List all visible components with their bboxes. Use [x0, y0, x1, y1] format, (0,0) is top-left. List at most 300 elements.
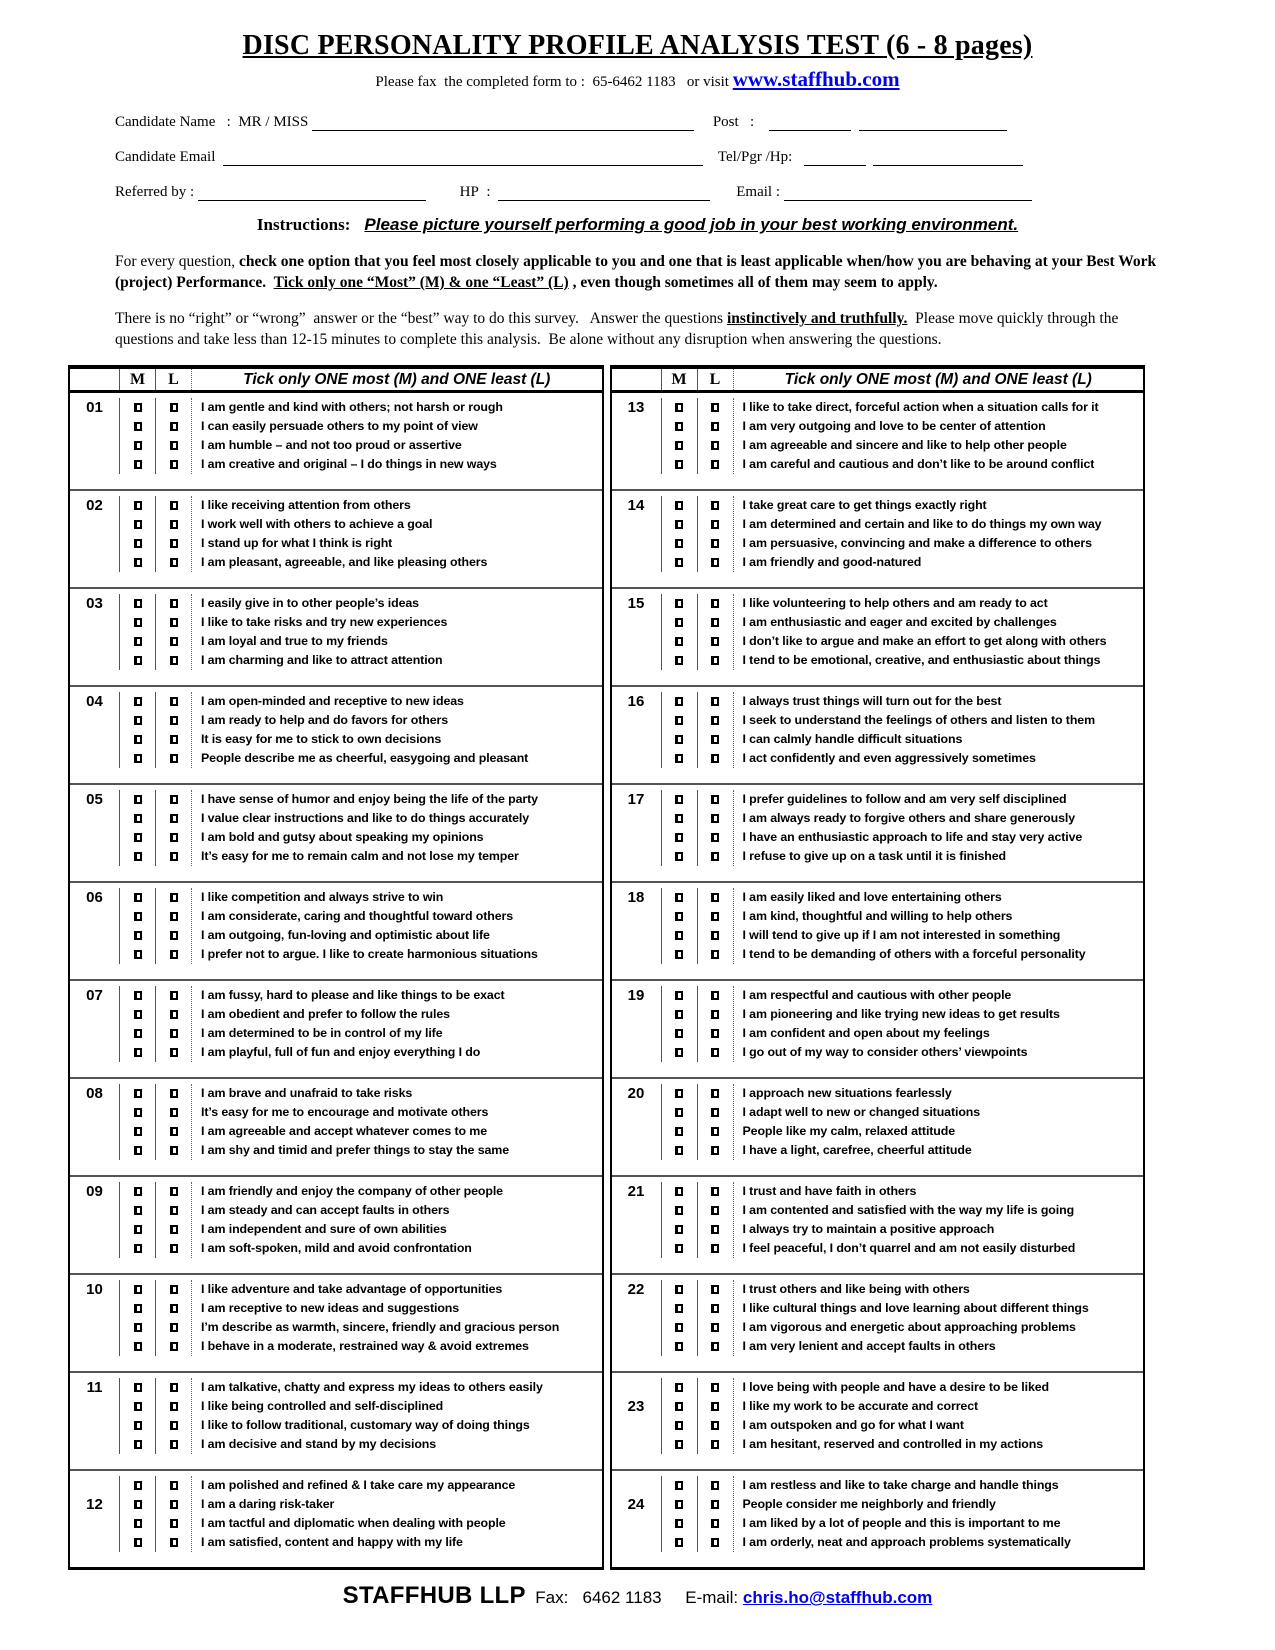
- least-checkbox[interactable]: [711, 1244, 719, 1253]
- most-checkbox[interactable]: [675, 795, 683, 804]
- footer-email-label: E-mail:: [685, 1588, 739, 1607]
- most-checkbox[interactable]: [675, 656, 683, 665]
- most-checkbox-cell: [662, 436, 697, 455]
- most-checkbox[interactable]: [675, 403, 683, 412]
- least-checkbox[interactable]: [170, 1206, 178, 1215]
- most-checkbox[interactable]: [134, 754, 142, 763]
- least-checkbox[interactable]: [170, 1421, 178, 1430]
- statement-text: I am vigorous and energetic about approaching problems: [742, 1320, 1076, 1334]
- most-checkbox-cell: [120, 436, 155, 455]
- most-checkbox[interactable]: [675, 618, 683, 627]
- question-number-cell: [70, 888, 120, 964]
- least-checkbox[interactable]: [711, 950, 719, 959]
- most-checkbox-cell: [662, 613, 697, 632]
- least-checkbox[interactable]: [170, 852, 178, 861]
- most-checkbox[interactable]: [134, 1481, 142, 1490]
- least-checkbox[interactable]: [170, 460, 178, 469]
- least-checkbox[interactable]: [711, 1538, 719, 1547]
- question-number-cell: [612, 692, 662, 768]
- most-checkbox[interactable]: [675, 716, 683, 725]
- most-checkbox[interactable]: [134, 893, 142, 902]
- least-checkbox[interactable]: [170, 1323, 178, 1332]
- question-number: 11: [86, 1379, 103, 1396]
- least-checkbox[interactable]: [711, 1010, 719, 1019]
- least-checkbox[interactable]: [711, 1225, 719, 1234]
- most-checkbox[interactable]: [675, 1481, 683, 1490]
- least-checkbox[interactable]: [711, 931, 719, 940]
- most-checkbox[interactable]: [134, 1146, 142, 1155]
- question-number: 21: [627, 1183, 645, 1200]
- most-checkbox[interactable]: [134, 1127, 142, 1136]
- most-checkbox-cell: [120, 1005, 155, 1024]
- question-number-cell: [70, 496, 120, 572]
- least-checkbox-cell: [698, 1435, 733, 1454]
- most-checkbox[interactable]: [134, 1010, 142, 1019]
- least-checkbox[interactable]: [170, 1440, 178, 1449]
- least-checkbox-column: [156, 692, 192, 768]
- question-number: 07: [86, 987, 103, 1004]
- most-checkbox-column: [662, 594, 698, 670]
- most-checkbox[interactable]: [675, 637, 683, 646]
- least-checkbox[interactable]: [170, 1538, 178, 1547]
- most-checkbox-cell: [662, 651, 697, 670]
- least-checkbox[interactable]: [711, 1089, 719, 1098]
- most-checkbox-cell: [662, 1141, 697, 1160]
- question-number-cell: [612, 1182, 662, 1258]
- hp-field[interactable]: [498, 186, 710, 201]
- least-checkbox[interactable]: [170, 1146, 178, 1155]
- least-checkbox-cell: [698, 496, 733, 515]
- candidate-name-field[interactable]: [312, 116, 694, 131]
- least-checkbox[interactable]: [170, 950, 178, 959]
- least-checkbox[interactable]: [170, 403, 178, 412]
- least-checkbox[interactable]: [711, 1048, 719, 1057]
- least-checkbox[interactable]: [711, 912, 719, 921]
- least-checkbox[interactable]: [711, 754, 719, 763]
- most-checkbox[interactable]: [675, 950, 683, 959]
- least-checkbox-cell: [698, 1495, 733, 1514]
- question-number: 03: [86, 595, 103, 612]
- least-checkbox[interactable]: [170, 716, 178, 725]
- least-checkbox[interactable]: [711, 852, 719, 861]
- post-field-1[interactable]: [769, 116, 851, 131]
- statement-list: [192, 790, 602, 866]
- least-checkbox[interactable]: [711, 1108, 719, 1117]
- least-checkbox[interactable]: [711, 1500, 719, 1509]
- most-checkbox[interactable]: [675, 991, 683, 1000]
- least-checkbox[interactable]: [170, 656, 178, 665]
- least-checkbox[interactable]: [711, 1323, 719, 1332]
- question-block: [612, 1177, 1144, 1275]
- candidate-email-row: [115, 145, 1160, 166]
- most-checkbox[interactable]: [134, 716, 142, 725]
- most-checkbox[interactable]: [134, 599, 142, 608]
- least-checkbox[interactable]: [170, 441, 178, 450]
- statement-list: [192, 692, 602, 768]
- least-checkbox[interactable]: [170, 912, 178, 921]
- most-checkbox[interactable]: [675, 1304, 683, 1313]
- most-checkbox[interactable]: [675, 1285, 683, 1294]
- referral-email-field[interactable]: [784, 186, 1032, 201]
- least-checkbox[interactable]: [711, 833, 719, 842]
- least-checkbox[interactable]: [711, 599, 719, 608]
- most-checkbox[interactable]: [675, 501, 683, 510]
- most-checkbox[interactable]: [134, 1500, 142, 1509]
- most-checkbox[interactable]: [134, 441, 142, 450]
- least-checkbox[interactable]: [711, 795, 719, 804]
- least-checkbox[interactable]: [170, 520, 178, 529]
- most-checkbox-cell: [120, 1043, 155, 1062]
- least-checkbox[interactable]: [711, 1440, 719, 1449]
- least-checkbox[interactable]: [711, 637, 719, 646]
- least-checkbox-cell: [698, 1005, 733, 1024]
- most-checkbox[interactable]: [134, 403, 142, 412]
- most-checkbox-column: [120, 692, 156, 768]
- least-checkbox[interactable]: [170, 1244, 178, 1253]
- question-number: 19: [627, 987, 645, 1004]
- least-checkbox[interactable]: [170, 558, 178, 567]
- most-checkbox[interactable]: [675, 1383, 683, 1392]
- statement-text: I always try to maintain a positive approach: [742, 1222, 995, 1236]
- least-checkbox[interactable]: [711, 697, 719, 706]
- most-checkbox[interactable]: [675, 599, 683, 608]
- most-checkbox[interactable]: [675, 697, 683, 706]
- most-checkbox[interactable]: [134, 460, 142, 469]
- least-checkbox-cell: [156, 1220, 191, 1239]
- least-checkbox-column: [156, 790, 192, 866]
- most-checkbox[interactable]: [134, 1342, 142, 1351]
- most-checkbox[interactable]: [134, 1402, 142, 1411]
- most-checkbox[interactable]: [675, 1010, 683, 1019]
- statement-text: I am outgoing, fun-loving and optimistic about life: [201, 928, 490, 942]
- question-block: [70, 687, 602, 785]
- least-checkbox[interactable]: [170, 1519, 178, 1528]
- least-checkbox[interactable]: [170, 1304, 178, 1313]
- statement-text: I am enthusiastic and eager and excited by challenges: [742, 615, 1057, 629]
- most-checkbox[interactable]: [134, 795, 142, 804]
- least-checkbox[interactable]: [711, 501, 719, 510]
- question-number: 10: [86, 1281, 103, 1298]
- instructions-text: Please picture yourself performing a good job in your best working environment.: [364, 215, 1019, 234]
- least-checkbox-cell: [698, 1337, 733, 1356]
- most-checkbox[interactable]: [134, 558, 142, 567]
- statement-text: I am a daring risk-taker: [201, 1497, 335, 1511]
- least-checkbox[interactable]: [711, 1342, 719, 1351]
- question-block: [70, 1373, 602, 1471]
- least-checkbox[interactable]: [170, 1342, 178, 1351]
- least-checkbox[interactable]: [170, 1500, 178, 1509]
- least-checkbox-cell: [698, 1318, 733, 1337]
- most-checkbox[interactable]: [675, 1342, 683, 1351]
- least-checkbox[interactable]: [711, 441, 719, 450]
- least-checkbox[interactable]: [170, 1108, 178, 1117]
- most-checkbox[interactable]: [134, 852, 142, 861]
- least-checkbox-cell: [156, 749, 191, 768]
- p1-underlined-text: Tick only one “Most” (M) & one “Least” (L): [273, 274, 569, 291]
- least-checkbox[interactable]: [170, 1089, 178, 1098]
- most-checkbox[interactable]: [134, 1304, 142, 1313]
- least-checkbox[interactable]: [170, 618, 178, 627]
- most-checkbox-cell: [662, 945, 697, 964]
- most-checkbox[interactable]: [675, 931, 683, 940]
- most-checkbox[interactable]: [675, 1421, 683, 1430]
- least-checkbox[interactable]: [711, 520, 719, 529]
- most-checkbox-cell: [120, 594, 155, 613]
- most-checkbox[interactable]: [675, 1500, 683, 1509]
- least-checkbox[interactable]: [711, 1519, 719, 1528]
- most-checkbox[interactable]: [675, 1127, 683, 1136]
- least-checkbox[interactable]: [170, 754, 178, 763]
- least-checkbox-cell: [156, 1435, 191, 1454]
- post-field-2[interactable]: [859, 116, 1007, 131]
- least-checkbox[interactable]: [170, 1225, 178, 1234]
- question-number-cell: [612, 1280, 662, 1356]
- least-checkbox[interactable]: [711, 558, 719, 567]
- least-checkbox[interactable]: [170, 637, 178, 646]
- least-checkbox[interactable]: [711, 1304, 719, 1313]
- least-checkbox[interactable]: [711, 1029, 719, 1038]
- staffhub-website-link[interactable]: www.staffhub.com: [732, 67, 900, 91]
- least-checkbox[interactable]: [711, 716, 719, 725]
- most-checkbox[interactable]: [134, 1089, 142, 1098]
- least-checkbox[interactable]: [711, 422, 719, 431]
- least-checkbox[interactable]: [170, 735, 178, 744]
- most-checkbox[interactable]: [675, 1108, 683, 1117]
- statement-list: [734, 496, 1144, 572]
- least-checkbox[interactable]: [170, 1010, 178, 1019]
- most-checkbox[interactable]: [675, 735, 683, 744]
- question-number: 18: [627, 889, 645, 906]
- least-checkbox[interactable]: [170, 833, 178, 842]
- least-checkbox-cell: [698, 1476, 733, 1495]
- least-checkbox[interactable]: [170, 1402, 178, 1411]
- question-number-cell: [612, 888, 662, 964]
- most-checkbox[interactable]: [134, 1538, 142, 1547]
- candidate-email-field[interactable]: [223, 151, 703, 166]
- referred-by-field[interactable]: [198, 186, 426, 201]
- least-checkbox[interactable]: [170, 1383, 178, 1392]
- most-checkbox[interactable]: [675, 852, 683, 861]
- statement-text: I feel peaceful, I don’t quarrel and am not easily disturbed: [742, 1241, 1076, 1255]
- most-checkbox[interactable]: [675, 422, 683, 431]
- most-checkbox[interactable]: [134, 697, 142, 706]
- least-checkbox[interactable]: [170, 599, 178, 608]
- most-checkbox[interactable]: [675, 1519, 683, 1528]
- most-checkbox[interactable]: [134, 1029, 142, 1038]
- least-checkbox[interactable]: [170, 1285, 178, 1294]
- least-checkbox-cell: [156, 1122, 191, 1141]
- statement-list: [734, 1182, 1144, 1258]
- most-checkbox[interactable]: [675, 893, 683, 902]
- most-checkbox[interactable]: [675, 1440, 683, 1449]
- footer-email-link[interactable]: chris.ho@staffhub.com: [742, 1588, 933, 1607]
- instructions-label: Instructions:: [256, 215, 351, 234]
- least-checkbox[interactable]: [711, 1187, 719, 1196]
- statement-list: [192, 1476, 602, 1552]
- most-checkbox[interactable]: [675, 1244, 683, 1253]
- most-checkbox[interactable]: [134, 1383, 142, 1392]
- least-checkbox[interactable]: [711, 1206, 719, 1215]
- most-checkbox[interactable]: [134, 422, 142, 431]
- fax-instruction-line: [0, 67, 1275, 92]
- statement-list: [734, 692, 1144, 768]
- most-checkbox[interactable]: [134, 1519, 142, 1528]
- most-checkbox[interactable]: [134, 539, 142, 548]
- least-checkbox[interactable]: [711, 656, 719, 665]
- most-checkbox[interactable]: [675, 1048, 683, 1057]
- question-number: 09: [86, 1183, 103, 1200]
- most-checkbox-cell: [662, 1495, 697, 1514]
- most-checkbox[interactable]: [675, 1146, 683, 1155]
- least-checkbox[interactable]: [170, 539, 178, 548]
- most-checkbox[interactable]: [675, 833, 683, 842]
- most-checkbox-column: [662, 496, 698, 572]
- table-title: Tick only ONE most (M) and ONE least (L): [243, 370, 551, 388]
- most-checkbox[interactable]: [675, 460, 683, 469]
- most-checkbox[interactable]: [134, 656, 142, 665]
- most-checkbox[interactable]: [134, 1206, 142, 1215]
- least-checkbox[interactable]: [711, 1285, 719, 1294]
- least-checkbox-column: [698, 986, 734, 1062]
- most-checkbox[interactable]: [134, 1440, 142, 1449]
- p2-text-1: There is no “right” or “wrong” answer or the “best” way to do this survey. Answer the questions: [115, 310, 727, 327]
- least-checkbox[interactable]: [711, 618, 719, 627]
- least-checkbox[interactable]: [170, 697, 178, 706]
- most-checkbox[interactable]: [675, 520, 683, 529]
- most-checkbox[interactable]: [134, 1048, 142, 1057]
- least-checkbox[interactable]: [711, 1127, 719, 1136]
- least-checkbox[interactable]: [711, 403, 719, 412]
- most-checkbox[interactable]: [675, 1029, 683, 1038]
- question-number-cell: [612, 986, 662, 1062]
- statement-list: [192, 1378, 602, 1454]
- statement-text: I tend to be emotional, creative, and enthusiastic about things: [742, 653, 1101, 667]
- most-checkbox[interactable]: [134, 637, 142, 646]
- tel-field-2[interactable]: [873, 151, 1023, 166]
- most-checkbox[interactable]: [134, 520, 142, 529]
- most-checkbox[interactable]: [134, 991, 142, 1000]
- most-checkbox[interactable]: [134, 735, 142, 744]
- most-checkbox-cell: [662, 553, 697, 572]
- least-checkbox-cell: [156, 1397, 191, 1416]
- most-checkbox[interactable]: [134, 1421, 142, 1430]
- least-checkbox[interactable]: [170, 931, 178, 940]
- least-checkbox-cell: [698, 809, 733, 828]
- most-checkbox[interactable]: [675, 1089, 683, 1098]
- least-checkbox[interactable]: [170, 501, 178, 510]
- most-checkbox[interactable]: [134, 1108, 142, 1117]
- most-checkbox[interactable]: [134, 1244, 142, 1253]
- most-checkbox-cell: [120, 1397, 155, 1416]
- most-checkbox-cell: [662, 1378, 697, 1397]
- table-header-left: [70, 365, 602, 393]
- most-checkbox[interactable]: [134, 931, 142, 940]
- most-checkbox-cell: [662, 1084, 697, 1103]
- statement-text: People describe me as cheerful, easygoing and pleasant: [201, 751, 529, 765]
- most-checkbox[interactable]: [675, 441, 683, 450]
- least-checkbox[interactable]: [170, 991, 178, 1000]
- least-checkbox-cell: [156, 632, 191, 651]
- most-checkbox[interactable]: [134, 950, 142, 959]
- tel-field-1[interactable]: [804, 151, 866, 166]
- least-checkbox-cell: [156, 828, 191, 847]
- most-checkbox[interactable]: [134, 814, 142, 823]
- most-checkbox[interactable]: [675, 1538, 683, 1547]
- statement-text: I am fussy, hard to please and like things to be exact: [201, 988, 505, 1002]
- least-checkbox[interactable]: [170, 893, 178, 902]
- most-checkbox-cell: [120, 749, 155, 768]
- most-checkbox[interactable]: [134, 1187, 142, 1196]
- most-checkbox[interactable]: [134, 618, 142, 627]
- most-checkbox[interactable]: [675, 1225, 683, 1234]
- most-checkbox[interactable]: [134, 1323, 142, 1332]
- statement-text: I am very lenient and accept faults in others: [742, 1339, 996, 1353]
- least-checkbox[interactable]: [711, 539, 719, 548]
- least-checkbox[interactable]: [711, 1421, 719, 1430]
- most-checkbox[interactable]: [675, 539, 683, 548]
- least-checkbox[interactable]: [711, 1383, 719, 1392]
- most-checkbox[interactable]: [675, 1323, 683, 1332]
- statement-text: I am talkative, chatty and express my ideas to others easily: [201, 1380, 543, 1394]
- most-checkbox[interactable]: [675, 814, 683, 823]
- least-checkbox[interactable]: [170, 1048, 178, 1057]
- least-checkbox[interactable]: [170, 1127, 178, 1136]
- statement-text: It’s easy for me to encourage and motivate others: [201, 1105, 489, 1119]
- most-checkbox-cell: [120, 1337, 155, 1356]
- statement-text: I am confident and open about my feelings: [742, 1026, 990, 1040]
- most-checkbox-cell: [120, 455, 155, 474]
- most-checkbox[interactable]: [675, 1206, 683, 1215]
- least-checkbox[interactable]: [170, 814, 178, 823]
- least-checkbox[interactable]: [711, 991, 719, 1000]
- least-checkbox[interactable]: [711, 1481, 719, 1490]
- most-checkbox[interactable]: [675, 558, 683, 567]
- least-checkbox[interactable]: [711, 814, 719, 823]
- least-checkbox[interactable]: [170, 1481, 178, 1490]
- most-checkbox[interactable]: [675, 912, 683, 921]
- most-checkbox[interactable]: [675, 754, 683, 763]
- question-tables: [68, 365, 1145, 1570]
- question-number: 20: [627, 1085, 645, 1102]
- least-checkbox[interactable]: [711, 1402, 719, 1411]
- most-checkbox[interactable]: [675, 1402, 683, 1411]
- statement-text: I like adventure and take advantage of opportunities: [201, 1282, 503, 1296]
- least-checkbox-cell: [156, 1299, 191, 1318]
- least-checkbox[interactable]: [711, 460, 719, 469]
- least-checkbox[interactable]: [711, 893, 719, 902]
- statement-text: I have a light, carefree, cheerful attitude: [742, 1143, 972, 1157]
- least-checkbox-cell: [156, 888, 191, 907]
- statement-text: I love being with people and have a desire to be liked: [742, 1380, 1050, 1394]
- most-checkbox-cell: [120, 1318, 155, 1337]
- least-checkbox[interactable]: [711, 1146, 719, 1155]
- most-checkbox[interactable]: [134, 1225, 142, 1234]
- most-checkbox[interactable]: [134, 1285, 142, 1294]
- least-checkbox[interactable]: [170, 1029, 178, 1038]
- statement-text: I am friendly and enjoy the company of other people: [201, 1184, 503, 1198]
- most-checkbox[interactable]: [134, 912, 142, 921]
- least-checkbox[interactable]: [170, 795, 178, 804]
- most-checkbox[interactable]: [134, 501, 142, 510]
- fax-instruction-text: Please fax the completed form to : 65-6462 1183 or visit: [375, 74, 733, 90]
- least-checkbox[interactable]: [170, 1187, 178, 1196]
- most-checkbox[interactable]: [134, 833, 142, 842]
- most-checkbox[interactable]: [675, 1187, 683, 1196]
- least-checkbox[interactable]: [170, 422, 178, 431]
- least-checkbox-cell: [698, 1299, 733, 1318]
- most-checkbox-cell: [120, 1378, 155, 1397]
- least-checkbox[interactable]: [711, 735, 719, 744]
